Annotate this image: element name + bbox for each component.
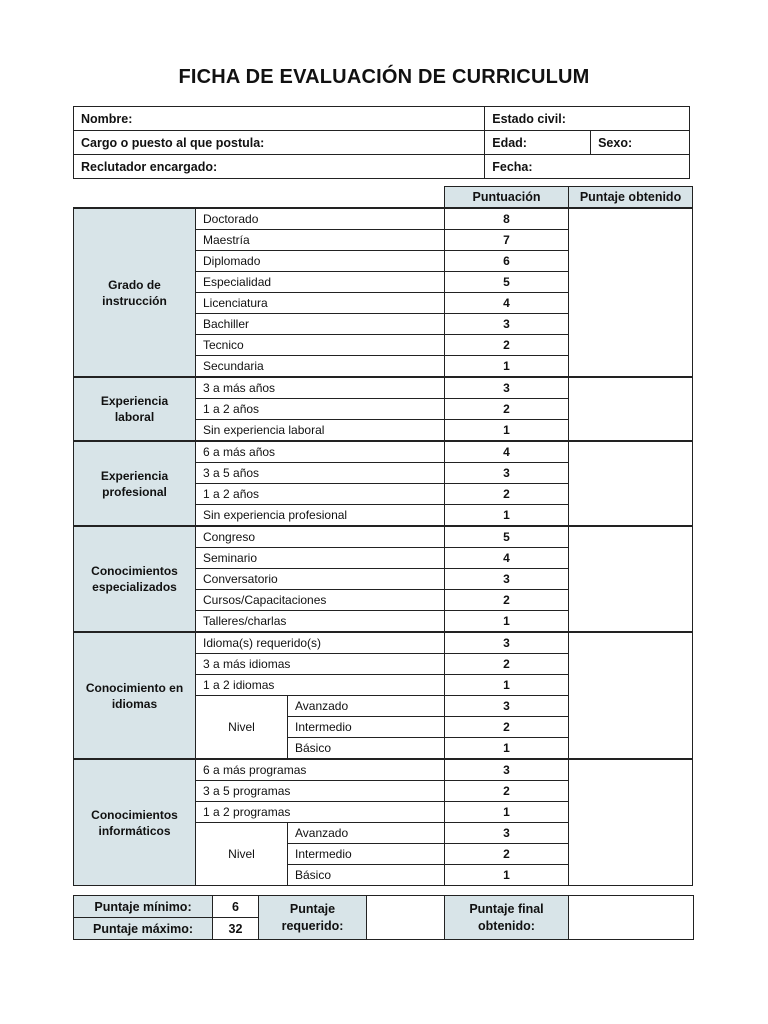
puntaje-final-label: Puntaje final obtenido: bbox=[445, 896, 569, 940]
criterion-label: 6 a más años bbox=[196, 441, 445, 463]
category-label: Grado de instrucción bbox=[74, 208, 196, 377]
criterion-score: 1 bbox=[445, 356, 569, 378]
nombre-field[interactable]: Nombre: bbox=[74, 107, 485, 131]
puntaje-maximo-value: 32 bbox=[213, 918, 259, 940]
header-puntuacion: Puntuación bbox=[445, 187, 569, 209]
table-row bbox=[74, 208, 693, 230]
criterion-label: 1 a 2 idiomas bbox=[196, 675, 445, 696]
puntaje-obtenido-cell[interactable] bbox=[569, 377, 693, 441]
puntaje-requerido-input[interactable] bbox=[367, 896, 445, 940]
category-label: Conocimiento en idiomas bbox=[74, 632, 196, 759]
criterion-label: Licenciatura bbox=[196, 293, 445, 314]
puntaje-minimo-value: 6 bbox=[213, 896, 259, 918]
table-row bbox=[74, 632, 693, 654]
sexo-field[interactable]: Sexo: bbox=[591, 131, 690, 155]
criterion-score: 3 bbox=[445, 377, 569, 399]
criterion-score: 6 bbox=[445, 251, 569, 272]
criterion-label: Bachiller bbox=[196, 314, 445, 335]
nivel-option-score: 3 bbox=[445, 696, 569, 717]
puntaje-obtenido-cell[interactable] bbox=[569, 526, 693, 632]
criterion-score: 4 bbox=[445, 293, 569, 314]
criterion-label: 3 a más idiomas bbox=[196, 654, 445, 675]
criterion-label: Sin experiencia laboral bbox=[196, 420, 445, 442]
criterion-label: 1 a 2 años bbox=[196, 484, 445, 505]
nivel-label: Nivel bbox=[196, 823, 288, 886]
criterion-score: 2 bbox=[445, 399, 569, 420]
criterion-label: 3 a 5 años bbox=[196, 463, 445, 484]
criterion-score: 7 bbox=[445, 230, 569, 251]
category-label: Experiencia laboral bbox=[74, 377, 196, 441]
puntaje-final-input[interactable] bbox=[569, 896, 694, 940]
nivel-option-score: 1 bbox=[445, 865, 569, 886]
criterion-score: 1 bbox=[445, 611, 569, 633]
criterion-label: Doctorado bbox=[196, 208, 445, 230]
puntaje-minimo-label: Puntaje mínimo: bbox=[74, 896, 213, 918]
criterion-label: 3 a 5 programas bbox=[196, 781, 445, 802]
criterion-score: 1 bbox=[445, 802, 569, 823]
cargo-field[interactable]: Cargo o puesto al que postula: bbox=[74, 131, 485, 155]
criterion-score: 3 bbox=[445, 463, 569, 484]
nivel-option-label: Avanzado bbox=[288, 696, 445, 717]
criterion-label: Maestría bbox=[196, 230, 445, 251]
criterion-score: 3 bbox=[445, 569, 569, 590]
nivel-option-score: 1 bbox=[445, 738, 569, 760]
criterion-label: Especialidad bbox=[196, 272, 445, 293]
criterion-label: Secundaria bbox=[196, 356, 445, 378]
puntaje-requerido-label: Puntaje requerido: bbox=[259, 896, 367, 940]
puntaje-obtenido-cell[interactable] bbox=[569, 759, 693, 886]
criterion-score: 2 bbox=[445, 484, 569, 505]
puntaje-obtenido-cell[interactable] bbox=[569, 441, 693, 526]
criterion-score: 2 bbox=[445, 335, 569, 356]
nivel-option-score: 3 bbox=[445, 823, 569, 844]
nivel-option-label: Avanzado bbox=[288, 823, 445, 844]
summary-table bbox=[73, 895, 694, 940]
criterion-label: Sin experiencia profesional bbox=[196, 505, 445, 527]
header-puntaje-obtenido: Puntaje obtenido bbox=[569, 187, 693, 209]
criterion-score: 1 bbox=[445, 505, 569, 527]
criterion-label: 1 a 2 programas bbox=[196, 802, 445, 823]
criterion-score: 8 bbox=[445, 208, 569, 230]
criterion-score: 4 bbox=[445, 441, 569, 463]
criterion-score: 4 bbox=[445, 548, 569, 569]
criterion-label: Diplomado bbox=[196, 251, 445, 272]
puntaje-maximo-label: Puntaje máximo: bbox=[74, 918, 213, 940]
criterion-score: 3 bbox=[445, 759, 569, 781]
criterion-score: 5 bbox=[445, 272, 569, 293]
category-label: Conocimientos especializados bbox=[74, 526, 196, 632]
category-label: Experiencia profesional bbox=[74, 441, 196, 526]
criterion-label: 3 a más años bbox=[196, 377, 445, 399]
puntaje-obtenido-cell[interactable] bbox=[569, 208, 693, 377]
nivel-option-label: Intermedio bbox=[288, 717, 445, 738]
criterion-score: 1 bbox=[445, 675, 569, 696]
reclutador-field[interactable]: Reclutador encargado: bbox=[74, 155, 485, 179]
criterion-score: 1 bbox=[445, 420, 569, 442]
criterion-score: 2 bbox=[445, 781, 569, 802]
criterion-score: 2 bbox=[445, 590, 569, 611]
fecha-field[interactable]: Fecha: bbox=[485, 155, 690, 179]
estado-civil-field[interactable]: Estado civil: bbox=[485, 107, 690, 131]
form-title: FICHA DE EVALUACIÓN DE CURRICULUM bbox=[178, 66, 590, 88]
category-label: Conocimientos informáticos bbox=[74, 759, 196, 886]
nivel-option-score: 2 bbox=[445, 717, 569, 738]
applicant-info-table bbox=[73, 106, 690, 179]
criterion-label: Congreso bbox=[196, 526, 445, 548]
criterion-score: 2 bbox=[445, 654, 569, 675]
criterion-label: Idioma(s) requerido(s) bbox=[196, 632, 445, 654]
edad-field[interactable]: Edad: bbox=[485, 131, 591, 155]
header-spacer bbox=[74, 187, 445, 209]
criterion-label: Conversatorio bbox=[196, 569, 445, 590]
criterion-score: 3 bbox=[445, 632, 569, 654]
criterion-label: Seminario bbox=[196, 548, 445, 569]
table-row bbox=[74, 526, 693, 548]
nivel-option-label: Intermedio bbox=[288, 844, 445, 865]
puntaje-obtenido-cell[interactable] bbox=[569, 632, 693, 759]
criterion-label: Talleres/charlas bbox=[196, 611, 445, 633]
evaluation-table bbox=[73, 186, 693, 886]
criterion-label: Tecnico bbox=[196, 335, 445, 356]
nivel-option-label: Básico bbox=[288, 738, 445, 760]
nivel-option-label: Básico bbox=[288, 865, 445, 886]
table-row bbox=[74, 377, 693, 399]
table-row bbox=[74, 759, 693, 781]
criterion-label: 6 a más programas bbox=[196, 759, 445, 781]
criterion-label: 1 a 2 años bbox=[196, 399, 445, 420]
table-row bbox=[74, 441, 693, 463]
criterion-label: Cursos/Capacitaciones bbox=[196, 590, 445, 611]
nivel-option-score: 2 bbox=[445, 844, 569, 865]
nivel-label: Nivel bbox=[196, 696, 288, 760]
criterion-score: 3 bbox=[445, 314, 569, 335]
criterion-score: 5 bbox=[445, 526, 569, 548]
